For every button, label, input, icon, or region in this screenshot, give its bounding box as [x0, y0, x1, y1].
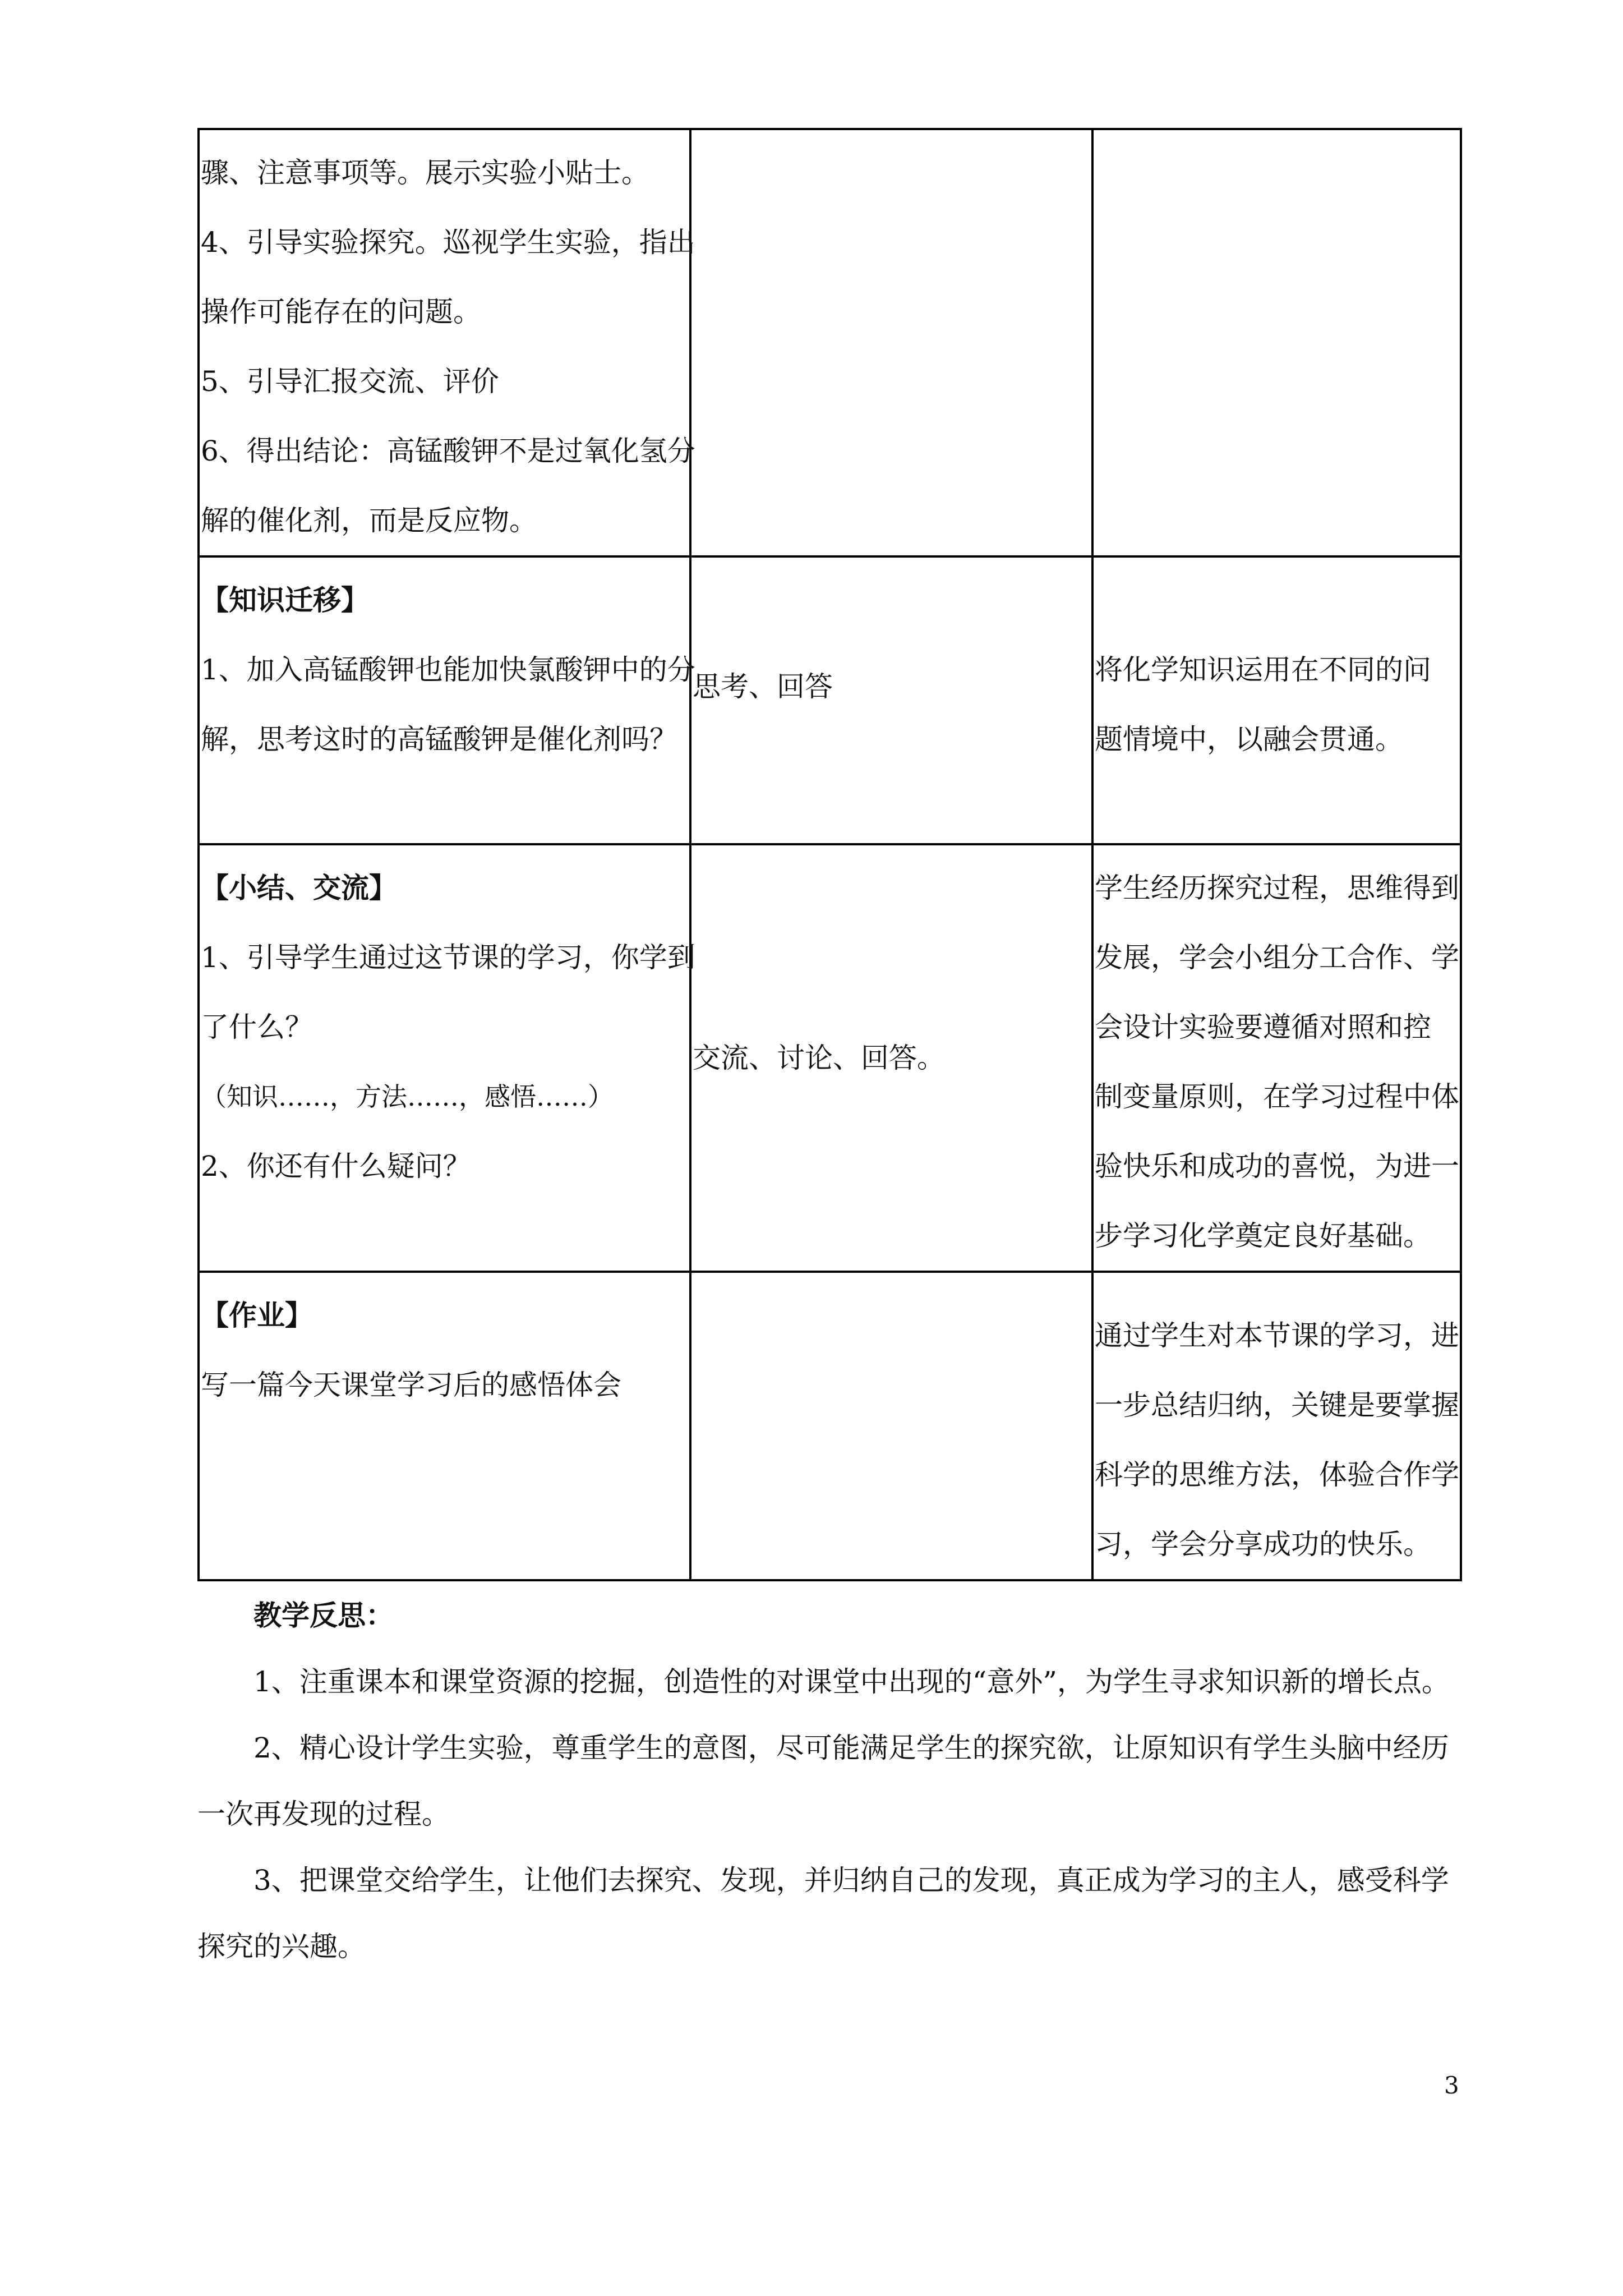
text-line: 制变量原则，在学习过程中体: [1095, 1080, 1459, 1113]
text-line: 将化学知识运用在不同的问: [1095, 654, 1431, 686]
reflection-paragraph: 一次再发现的过程。: [197, 1798, 450, 1830]
text-line: 1、加入高锰酸钾也能加快氯酸钾中的分: [201, 654, 695, 686]
design-intent-cell: [1092, 1272, 1461, 1580]
text-line: 习，学会分享成功的快乐。: [1095, 1528, 1431, 1561]
student-activity-cell: [690, 556, 1092, 844]
student-activity-cell: [690, 844, 1092, 1272]
reflection-paragraph: 3、把课堂交给学生，让他们去探究、发现，并归纳自己的发现，真正成为学习的主人，感受科学: [253, 1864, 1449, 1897]
lesson-plan-table: [197, 128, 1462, 1581]
reflection-paragraph: 1、注重课本和课堂资源的挖掘，创造性的对课堂中出现的“意外”，为学生寻求知识新的增长点。: [253, 1665, 1450, 1698]
text-line: 通过学生对本节课的学习，进: [1095, 1319, 1459, 1352]
text-line: 会设计实验要遵循对照和控: [1095, 1011, 1431, 1043]
text-line: 发展，学会小组分工合作、学: [1095, 941, 1459, 974]
teacher-activity-cell: [199, 129, 695, 556]
reflection-title: 教学反思：: [253, 1599, 394, 1632]
text-line: 4、引导实验探究。巡视学生实验，指出: [201, 226, 695, 259]
text-line: 验快乐和成功的喜悦，为进一: [1095, 1150, 1459, 1182]
text-line: 学生经历探究过程，思维得到: [1095, 872, 1459, 904]
text-line: 解，思考这时的高锰酸钾是催化剂吗？: [201, 723, 677, 756]
text-line: 操作可能存在的问题。: [201, 296, 481, 328]
table-row: [199, 129, 1461, 556]
text-line: 写一篇今天课堂学习后的感悟体会: [201, 1369, 621, 1401]
text-line: （知识……，方法……，感悟……）: [201, 1082, 614, 1112]
section-heading: 【作业】: [201, 1299, 313, 1332]
text-line: 2、你还有什么疑问？: [201, 1150, 471, 1182]
text-line: 了什么？: [201, 1011, 313, 1043]
design-intent-cell: [1092, 129, 1461, 556]
text-line: 交流、讨论、回答。: [693, 1042, 945, 1074]
text-line: 步学习化学奠定良好基础。: [1095, 1220, 1431, 1252]
text-line: 题情境中，以融会贯通。: [1095, 723, 1403, 756]
teacher-activity-cell: [199, 1272, 690, 1580]
student-activity-cell: [690, 129, 1092, 556]
design-intent-cell: [1092, 556, 1461, 844]
text-line: 一步总结归纳，关键是要掌握: [1095, 1389, 1459, 1421]
text-line: 6、得出结论：高锰酸钾不是过氧化氢分: [201, 435, 695, 467]
page-number: 3: [1444, 2072, 1459, 2099]
section-heading: 【小结、交流】: [201, 871, 397, 904]
table-row: [199, 556, 1461, 844]
table-row: [199, 1272, 1461, 1580]
design-intent-cell: [1092, 844, 1461, 1272]
table-row: [199, 844, 1461, 1272]
text-line: 思考、回答: [693, 670, 833, 703]
reflection-paragraph: 探究的兴趣。: [197, 1930, 366, 1963]
text-line: 骤、注意事项等。展示实验小贴士。: [201, 157, 649, 189]
teacher-activity-cell: [199, 556, 695, 844]
text-line: 解的催化剂，而是反应物。: [201, 504, 537, 537]
reflection-paragraph: 2、精心设计学生实验，尊重学生的意图，尽可能满足学生的探究欲，让原知识有学生头脑中经历: [253, 1732, 1449, 1764]
teacher-activity-cell: [199, 844, 695, 1272]
section-heading: 【知识迁移】: [201, 583, 369, 616]
text-line: 1、引导学生通过这节课的学习，你学到: [201, 941, 695, 974]
student-activity-cell: [690, 1272, 1092, 1580]
text-line: 科学的思维方法，体验合作学: [1095, 1458, 1459, 1491]
text-line: 5、引导汇报交流、评价: [201, 365, 499, 398]
